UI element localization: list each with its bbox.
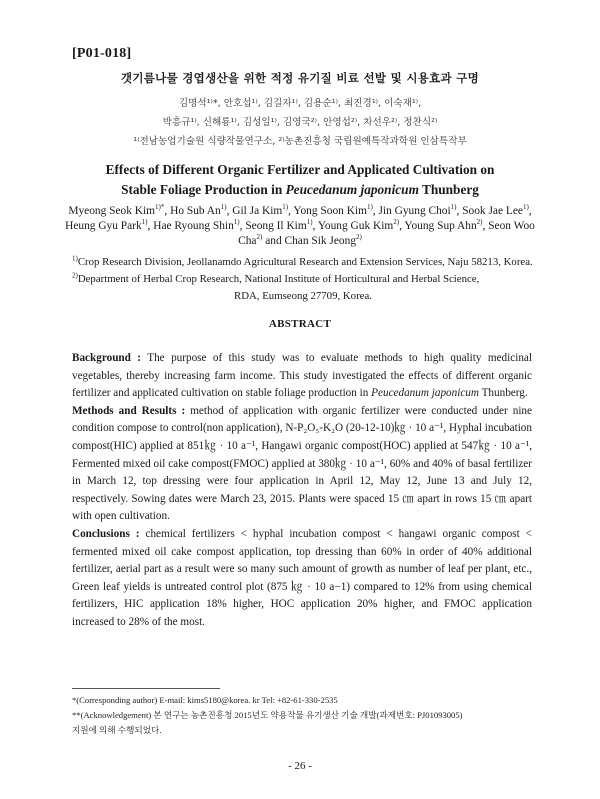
author-name: Jin Gyung Choi$^{1)}$ xyxy=(378,203,457,217)
author-affiliation-mark: 1) xyxy=(282,203,289,212)
affiliation-2: $^{2)}$Department of Herbal Crop Research, National Institute of Horticultural and Herbal Science, xyxy=(72,271,480,285)
korean-authors-line-2: 박흥규¹⁾, 신해룡¹⁾, 김성일¹⁾, 김영국²⁾, 안영섭²⁾, 차선우²⁾, 정찬식²⁾ xyxy=(162,117,438,128)
author-name: Seon Woo Cha$^{2)}$ xyxy=(238,220,535,247)
author-affiliation-mark: 1) xyxy=(366,203,373,212)
author-affiliation-mark: 1) xyxy=(233,218,240,227)
korean-title: 갯기름나물 경엽생산을 위한 적정 유기질 비료 선발 및 시용효과 구명 xyxy=(120,71,480,85)
affiliation-1: $^{1)}$Crop Research Division, Jeollanamdo Agricultural Research and Extension Services, Naju 58213, Korea. xyxy=(72,254,533,268)
author-name: Ho Sub An$^{1)}$ xyxy=(170,203,227,217)
footnote-acknowledgement: **(Acknowledgement) 본 연구는 농촌진흥청 2015년도 약용작물 유기생산 기술 개발(과제번호: PJ01093005) xyxy=(72,710,463,720)
background-paragraph: Background : The purpose of this study was to evaluate methods to high quality medicinal vegetables, thereby increasing farm income. This study investigated the effects of different organic fertilizer and applicated cultivation on stable foliage production in Peucedanum japonicum Thunberg. xyxy=(72,352,532,400)
author-name: Chan Sik Jeong$^{2)}$ xyxy=(284,233,362,247)
author-name: Heung Gyu Park$^{1)}$ xyxy=(65,218,148,232)
author-name: Sook Jae Lee$^{1)}$ xyxy=(462,203,529,217)
author-affiliation-mark: 2) xyxy=(356,233,362,242)
korean-authors-line-1: 김명석¹⁾*, 안호섭¹⁾, 김길자¹⁾, 김용순¹⁾, 최진경¹⁾, 이숙재¹⁾, xyxy=(178,98,422,109)
author-and: and xyxy=(262,235,285,247)
author-affiliation-mark: 1) xyxy=(141,218,148,227)
title-species-name: Peucedanum japonicum xyxy=(285,182,419,197)
author-name: Young Sup Ahn$^{2)}$ xyxy=(404,218,483,232)
author-name: Yong Soon Kim$^{1)}$ xyxy=(293,203,373,217)
abstract-body xyxy=(72,350,532,632)
english-authors: Myeong Seok Kim$^{1)*}$, Ho Sub An$^{1)}$, Gil Ja Kim$^{1)}$, Yong Soon Kim$^{1)}$, Jin Gyung Choi$^{1)}$, Sook Jae Lee$^{1)}$, Heung Gyu Park$^{1)}$, Hae Ryoung Shin$^{1)}$, Seong Il Kim$^{1)}$, Young Guk Kim$^{2)}$, Young Sup Ahn$^{2)}$, Seon Woo Cha$^{2)}$ and Chan Sik Jeong$^{2)}$ xyxy=(65,203,535,247)
korean-affiliations: ¹⁾전남농업기술원 식량작물연구소, ²⁾농촌진흥청 국립원예특작과학원 인삼특작부 xyxy=(133,136,467,147)
author-affiliation-mark: 1)* xyxy=(155,203,165,212)
author-name: Gil Ja Kim$^{1)}$ xyxy=(232,203,289,217)
paper-code: [P01-018] xyxy=(72,46,132,61)
author-affiliation-mark: 1) xyxy=(450,203,457,212)
author-affiliation-mark: 1) xyxy=(306,218,313,227)
author-name: Seong Il Kim$^{1)}$ xyxy=(245,218,313,232)
footnote-acknowledgement-cont: 지원에 의해 수행되었다. xyxy=(72,725,162,735)
author-affiliation-mark: 2) xyxy=(256,233,263,242)
page-number: - 26 - xyxy=(288,760,312,772)
author-name: Hae Ryoung Shin$^{1)}$ xyxy=(153,218,240,232)
conclusions-paragraph: Conclusions : chemical fertilizers < hyphal incubation compost < hangawi organic compost < fermented mixed oil cake compost application, top dressing than 60% in order of 40% additional fertilizer, aerial part as a result were so many such amount of growth as number of leaf per plant, etc., Green leaf yields is untreated control plot (875 ㎏ · 10 a−1) compared to 12% from using chemical fertilizers, HIC application 18% higher, HOC application 20% higher, and FMOC application increased to 28% of the most. xyxy=(72,527,532,628)
author-name: Myeong Seok Kim$^{1)*}$ xyxy=(68,203,165,217)
english-title-line-2: Stable Foliage Production in Peucedanum japonicum Thunberg xyxy=(121,182,479,197)
author-affiliation-mark: 1) xyxy=(220,203,227,212)
author-affiliation-mark: 2) xyxy=(393,218,400,227)
english-title-line-1: Effects of Different Organic Fertilizer and Applicated Cultivation on xyxy=(105,162,495,177)
abstract-heading: ABSTRACT xyxy=(268,318,332,330)
affiliation-2-cont: RDA, Eumseong 27709, Korea. xyxy=(234,290,372,302)
author-name: Young Guk Kim$^{2)}$ xyxy=(317,218,400,232)
methods-paragraph: Methods and Results : method of application with organic fertilizer were conducted under nine condition compose to control(non application), N-P₂O₅-K₂O (20-12-10)㎏ · 10 a⁻¹, Hyphal incubation compost(HIC) applied at 851㎏ · 10 a⁻¹, Hangawi organic compost(HOC) applied at 547㎏ · 10 a⁻¹, Fermented mixed oil cake compost(FMOC) applied at 380㎏ · 10 a⁻¹, 60% and 40% of basal fertilizer in March 12, top dressing were four application in April 12, May 12, June 13 and July 12, respectively. Sowing dates were March 23, 2015. Plants were spaced 15 ㎝ apart in rows 15 ㎝ apart with open cultivation. xyxy=(72,404,532,523)
author-affiliation-mark: 1) xyxy=(522,203,529,212)
author-affiliation-mark: 2) xyxy=(476,218,483,227)
footnote-corresponding: *(Corresponding author) E-mail: kims5180@korea. kr Tel: +82-61-330-2535 xyxy=(72,695,338,705)
footnote-divider xyxy=(72,688,220,689)
